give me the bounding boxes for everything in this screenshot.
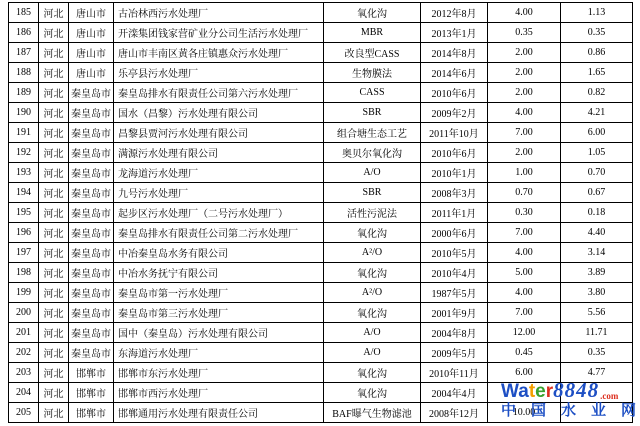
city-cell: 秦皇岛市 [69, 83, 114, 103]
commission-date-cell: 2011年10月 [421, 123, 488, 143]
commission-date-cell: 2009年5月 [421, 343, 488, 363]
watermark-letter: t [528, 381, 536, 402]
city-cell: 邯郸市 [69, 383, 114, 403]
process-cell: 氧化沟 [324, 303, 421, 323]
process-cell: CASS [324, 83, 421, 103]
watermark-cn-char: 国 [530, 402, 546, 419]
process-cell: A/O [324, 323, 421, 343]
row-number-cell: 187 [9, 43, 39, 63]
process-cell: A/O [324, 163, 421, 183]
commission-date-cell: 2008年3月 [421, 183, 488, 203]
watermark-cn-char: 水 [560, 402, 576, 419]
watermark-brand-word [501, 382, 553, 401]
treated-volume-cell: 0.67 [561, 183, 633, 203]
commission-date-cell: 2009年2月 [421, 103, 488, 123]
plant-name-cell: 秦皇岛市第一污水处理厂 [114, 283, 324, 303]
table-row [9, 323, 633, 343]
city-cell: 邯郸市 [69, 403, 114, 423]
commission-date-cell: 2004年8月 [421, 323, 488, 343]
row-number-cell: 186 [9, 23, 39, 43]
capacity-cell: 1.00 [488, 163, 561, 183]
process-cell: 氧化沟 [324, 3, 421, 23]
table-row [9, 203, 633, 223]
plant-name-cell: 起步区污水处理厂（二号污水处理厂） [114, 203, 324, 223]
commission-date-cell: 2011年1月 [421, 203, 488, 223]
city-cell: 唐山市 [69, 3, 114, 23]
process-cell: 氧化沟 [324, 223, 421, 243]
treated-volume-cell: 4.40 [561, 223, 633, 243]
water8848-watermark [501, 380, 636, 420]
commission-date-cell: 2014年8月 [421, 43, 488, 63]
commission-date-cell: 2010年4月 [421, 263, 488, 283]
table-row [9, 103, 633, 123]
row-number-cell: 195 [9, 203, 39, 223]
plant-name-cell: 秦皇岛排水有限责任公司第六污水处理厂 [114, 83, 324, 103]
table-row [9, 123, 633, 143]
process-cell: MBR [324, 23, 421, 43]
table-row [9, 43, 633, 63]
watermark-letter: a [518, 381, 529, 402]
process-cell: A/O [324, 343, 421, 363]
commission-date-cell: 2000年6月 [421, 223, 488, 243]
table-row [9, 183, 633, 203]
city-cell: 唐山市 [69, 23, 114, 43]
city-cell: 秦皇岛市 [69, 143, 114, 163]
wastewater-plants-table [8, 2, 633, 423]
plant-name-cell: 邯郸市东污水处理厂 [114, 363, 324, 383]
plant-name-cell: 满源污水处理有限公司 [114, 143, 324, 163]
process-cell: 氧化沟 [324, 383, 421, 403]
watermark-cn-char: 网 [620, 402, 636, 419]
treated-volume-cell: 0.35 [561, 343, 633, 363]
plant-name-cell: 秦皇岛市第三污水处理厂 [114, 303, 324, 323]
city-cell: 秦皇岛市 [69, 223, 114, 243]
province-cell: 河北 [39, 323, 69, 343]
province-cell: 河北 [39, 363, 69, 383]
table-row [9, 343, 633, 363]
capacity-cell: 7.00 [488, 303, 561, 323]
row-number-cell: 196 [9, 223, 39, 243]
table-row [9, 63, 633, 83]
plant-name-cell: 东海道污水处理厂 [114, 343, 324, 363]
province-cell: 河北 [39, 83, 69, 103]
process-cell: A²/O [324, 243, 421, 263]
treated-volume-cell: 3.14 [561, 243, 633, 263]
treated-volume-cell: 1.65 [561, 63, 633, 83]
capacity-cell: 5.00 [488, 263, 561, 283]
treated-volume-cell: 3.89 [561, 263, 633, 283]
city-cell: 秦皇岛市 [69, 283, 114, 303]
row-number-cell: 203 [9, 363, 39, 383]
process-cell: SBR [324, 103, 421, 123]
table-row [9, 163, 633, 183]
treated-volume-cell: 0.86 [561, 43, 633, 63]
process-cell: 奥贝尔氧化沟 [324, 143, 421, 163]
capacity-cell: 0.35 [488, 23, 561, 43]
province-cell: 河北 [39, 143, 69, 163]
row-number-cell: 201 [9, 323, 39, 343]
treated-volume-cell: 1.05 [561, 143, 633, 163]
province-cell: 河北 [39, 23, 69, 43]
capacity-cell: 6.00 [488, 363, 561, 383]
table-row [9, 83, 633, 103]
table-row [9, 283, 633, 303]
watermark-letter: r [545, 381, 554, 402]
table-row [9, 243, 633, 263]
process-cell: A²/O [324, 283, 421, 303]
plant-name-cell: 古冶林西污水处理厂 [114, 3, 324, 23]
city-cell: 秦皇岛市 [69, 163, 114, 183]
commission-date-cell: 2010年5月 [421, 243, 488, 263]
plant-name-cell: 龙海道污水处理厂 [114, 163, 324, 183]
province-cell: 河北 [39, 403, 69, 423]
capacity-cell: 12.00 [488, 323, 561, 343]
commission-date-cell: 2010年1月 [421, 163, 488, 183]
row-number-cell: 200 [9, 303, 39, 323]
treated-volume-cell: 6.00 [561, 123, 633, 143]
province-cell: 河北 [39, 223, 69, 243]
province-cell: 河北 [39, 243, 69, 263]
capacity-cell: 2.00 [488, 83, 561, 103]
capacity-cell: 0.45 [488, 343, 561, 363]
watermark-brand-line [501, 380, 636, 401]
province-cell: 河北 [39, 123, 69, 143]
plant-name-cell: 中冶水务抚宁有限公司 [114, 263, 324, 283]
commission-date-cell: 2013年1月 [421, 23, 488, 43]
process-cell: 活性污泥法 [324, 203, 421, 223]
watermark-cn-char: 业 [590, 402, 606, 419]
treated-volume-cell: 4.77 [561, 363, 633, 383]
plant-name-cell: 唐山市丰南区黄各庄镇惠众污水处理厂 [114, 43, 324, 63]
watermark-letter: e [535, 381, 546, 402]
province-cell: 河北 [39, 163, 69, 183]
table-row [9, 303, 633, 323]
table-row [9, 263, 633, 283]
city-cell: 唐山市 [69, 43, 114, 63]
treated-volume-cell: 3.80 [561, 283, 633, 303]
province-cell: 河北 [39, 63, 69, 83]
city-cell: 秦皇岛市 [69, 203, 114, 223]
commission-date-cell: 1987年5月 [421, 283, 488, 303]
city-cell: 秦皇岛市 [69, 323, 114, 343]
plants-table-body [9, 3, 633, 423]
process-cell: 生物膜法 [324, 63, 421, 83]
province-cell: 河北 [39, 263, 69, 283]
city-cell: 秦皇岛市 [69, 183, 114, 203]
plants-table [8, 2, 633, 423]
row-number-cell: 188 [9, 63, 39, 83]
commission-date-cell: 2004年4月 [421, 383, 488, 403]
treated-volume-cell: 5.56 [561, 303, 633, 323]
capacity-cell: 2.00 [488, 143, 561, 163]
row-number-cell: 185 [9, 3, 39, 23]
capacity-cell: 10.00 [488, 403, 561, 423]
capacity-cell: 2.00 [488, 43, 561, 63]
row-number-cell: 193 [9, 163, 39, 183]
treated-volume-cell: 0.18 [561, 203, 633, 223]
province-cell: 河北 [39, 303, 69, 323]
city-cell: 秦皇岛市 [69, 243, 114, 263]
row-number-cell: 192 [9, 143, 39, 163]
city-cell: 秦皇岛市 [69, 303, 114, 323]
capacity-cell: 4.00 [488, 103, 561, 123]
city-cell: 秦皇岛市 [69, 123, 114, 143]
city-cell: 秦皇岛市 [69, 103, 114, 123]
row-number-cell: 199 [9, 283, 39, 303]
table-row [9, 223, 633, 243]
province-cell: 河北 [39, 283, 69, 303]
capacity-cell: 7.00 [488, 223, 561, 243]
treated-volume-cell: 0.35 [561, 23, 633, 43]
watermark-letter: W [501, 381, 519, 402]
capacity-cell: 2.00 [488, 63, 561, 83]
row-number-cell: 205 [9, 403, 39, 423]
city-cell: 秦皇岛市 [69, 343, 114, 363]
city-cell: 秦皇岛市 [69, 263, 114, 283]
watermark-cn-text [501, 403, 636, 420]
commission-date-cell: 2008年12月 [421, 403, 488, 423]
plant-name-cell: 国中（秦皇岛）污水处理有限公司 [114, 323, 324, 343]
capacity-cell: 7.00 [488, 123, 561, 143]
province-cell: 河北 [39, 3, 69, 23]
row-number-cell: 197 [9, 243, 39, 263]
commission-date-cell: 2001年9月 [421, 303, 488, 323]
plant-name-cell: 九号污水处理厂 [114, 183, 324, 203]
plant-name-cell: 邯郸通用污水处理有限责任公司 [114, 403, 324, 423]
row-number-cell: 189 [9, 83, 39, 103]
commission-date-cell: 2014年6月 [421, 63, 488, 83]
city-cell: 邯郸市 [69, 363, 114, 383]
process-cell: 改良型CASS [324, 43, 421, 63]
plant-name-cell: 中冶秦皇岛水务有限公司 [114, 243, 324, 263]
treated-volume-cell: 0.70 [561, 163, 633, 183]
watermark-cn-char: 中 [501, 402, 517, 419]
table-row [9, 3, 633, 23]
treated-volume-cell: 0.82 [561, 83, 633, 103]
treated-volume-cell: 1.13 [561, 3, 633, 23]
watermark-8848: 8848 [553, 378, 600, 402]
plant-name-cell: 开滦集团钱家营矿业分公司生活污水处理厂 [114, 23, 324, 43]
plant-name-cell: 昌黎县贾河污水处理有限公司 [114, 123, 324, 143]
commission-date-cell: 2010年6月 [421, 83, 488, 103]
province-cell: 河北 [39, 203, 69, 223]
process-cell: 组合塘生态工艺 [324, 123, 421, 143]
province-cell: 河北 [39, 383, 69, 403]
plant-name-cell: 邯郸市西污水处理厂 [114, 383, 324, 403]
plant-name-cell: 秦皇岛排水有限责任公司第二污水处理厂 [114, 223, 324, 243]
process-cell: 氧化沟 [324, 263, 421, 283]
row-number-cell: 204 [9, 383, 39, 403]
row-number-cell: 194 [9, 183, 39, 203]
treated-volume-cell: 11.71 [561, 323, 633, 343]
province-cell: 河北 [39, 43, 69, 63]
province-cell: 河北 [39, 343, 69, 363]
table-row [9, 143, 633, 163]
province-cell: 河北 [39, 183, 69, 203]
process-cell: BAF曝气生物滤池 [324, 403, 421, 423]
capacity-cell: 0.30 [488, 203, 561, 223]
capacity-cell: 4.00 [488, 283, 561, 303]
capacity-cell: 0.70 [488, 183, 561, 203]
watermark-com-suffix: .com [600, 391, 619, 401]
row-number-cell: 191 [9, 123, 39, 143]
table-row [9, 23, 633, 43]
process-cell: SBR [324, 183, 421, 203]
province-cell: 河北 [39, 103, 69, 123]
commission-date-cell: 2012年8月 [421, 3, 488, 23]
row-number-cell: 198 [9, 263, 39, 283]
plant-name-cell: 国水（昌黎）污水处理有限公司 [114, 103, 324, 123]
city-cell: 唐山市 [69, 63, 114, 83]
process-cell: 氧化沟 [324, 363, 421, 383]
commission-date-cell: 2010年11月 [421, 363, 488, 383]
row-number-cell: 202 [9, 343, 39, 363]
capacity-cell: 4.00 [488, 243, 561, 263]
treated-volume-cell: 4.21 [561, 103, 633, 123]
capacity-cell: 4.00 [488, 3, 561, 23]
row-number-cell: 190 [9, 103, 39, 123]
commission-date-cell: 2010年6月 [421, 143, 488, 163]
plant-name-cell: 乐亭县污水处理厂 [114, 63, 324, 83]
